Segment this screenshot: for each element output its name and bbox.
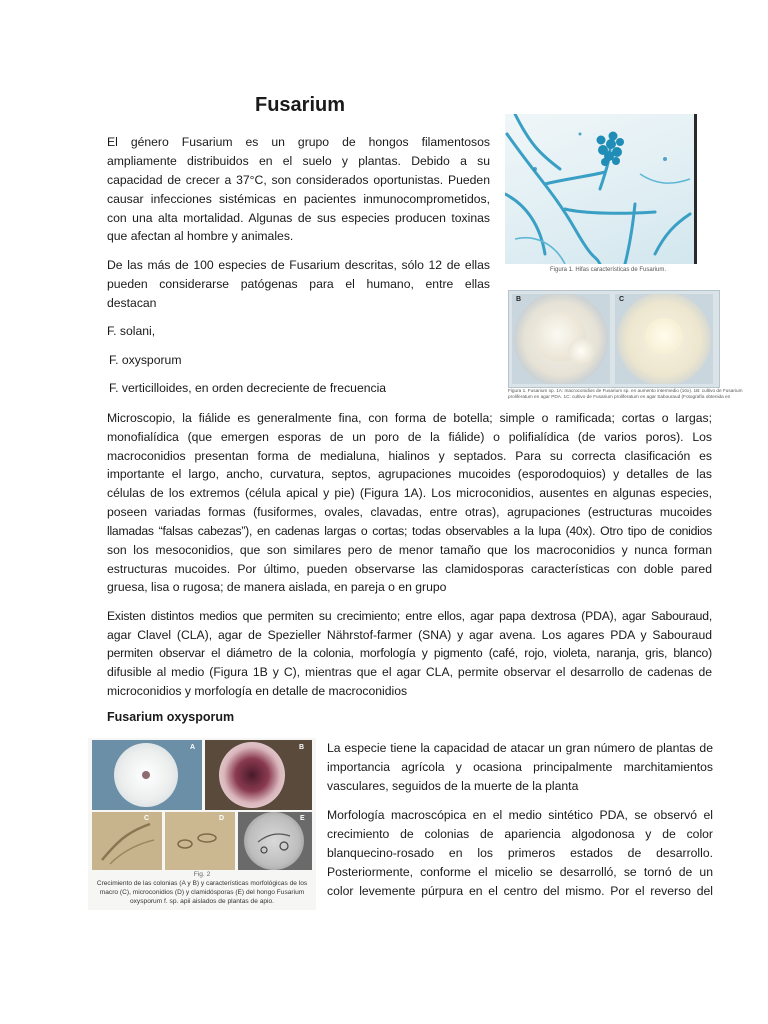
macroconidia-illustration — [92, 812, 162, 870]
plate-c-photo — [615, 294, 713, 384]
oxysporum-p1-line: importancia agrícola y ocasiona principalmente marchitamientos — [327, 760, 713, 774]
figure-2-image-panel — [88, 738, 316, 910]
microscopy-line: Microscopio, la fiálide es generalmente fina, con forma de botella; simple o ramificada; cortas o largas; — [107, 411, 712, 425]
photo-b — [205, 740, 312, 810]
intro-p1-line: capacidad de crecer a 37°C, son considerados oportunistas. Pueden — [107, 173, 490, 187]
figure-1-caption: Figura 1. Hifas características de Fusarium. — [550, 267, 667, 273]
fig2-label-d: D — [219, 815, 225, 822]
media-line: microconidios y morfología en detalle de macroconidios — [107, 684, 408, 698]
figure-2-caption-line: oxysporum f. sp. apii aislados de plantas de apio. — [129, 898, 275, 905]
oxysporum-p1-line: vasculares, seguidos de la muerte de la planta — [327, 779, 579, 793]
media-line: permiten observar el diámetro de la colonia, morfología y pigmento (café, rojo, violeta, naranja, gris, blanco) — [107, 646, 712, 660]
plate-b-photo — [512, 294, 610, 384]
oxysporum-p2-line: Morfología macroscópica en el medio sintético PDA, se observó el — [327, 808, 713, 822]
species-item: F. oxysporum — [109, 353, 182, 367]
microscopy-line: estructuras mucoides. Por último, pueden observarse las clamidosporas características con doble pared — [107, 562, 712, 576]
fig2-label-c: C — [144, 815, 150, 822]
media-line: agar Clavel (CLA), agar de Spezieller Nährstof-farmer (SNA) y agar avena. Los agares PDA y Sabouraud — [107, 628, 712, 642]
species-item: F. solani, — [107, 324, 156, 338]
oxysporum-p2-line: crecimiento de colonias de apariencia algodonosa y de color — [327, 827, 713, 841]
microscopy-line: macroconidios presentan forma de medialuna, hialinos y septados. Para su correcta clasificación es — [107, 449, 712, 463]
hyphae-illustration — [505, 114, 694, 264]
section-heading-oxysporum: Fusarium oxysporum — [107, 710, 235, 724]
fig2-label-b: B — [299, 744, 305, 751]
intro-p1-line: que afectan al hombre y animales. — [107, 229, 294, 243]
fig2-label-a: A — [190, 744, 196, 751]
photo-d-microconidia — [165, 812, 235, 870]
page-title: Fusarium — [255, 94, 346, 116]
intro-p1-line: con una alta mortalidad. Algunas de sus especies producen toxinas — [107, 211, 490, 225]
intro-p1-line: ampliamente distribuidos en el suelo y plantas. Debido a su — [107, 154, 490, 168]
figure-1bc-caption-line: Figura 1. Fusarium sp. 1A: macroconidios de Fusarium sp. en aumento intermedio (10x). 1B: cultivo de Fusarium — [508, 388, 743, 393]
colony-a-center — [142, 771, 150, 779]
colony-c — [645, 318, 683, 354]
fig2-label-e: E — [300, 815, 305, 822]
photo-e-chlamydospores — [238, 812, 312, 870]
media-line: Existen distintos medios que permiten su crecimiento; entre ellos, agar papa dextrosa (PDA), agar Sabouraud, — [107, 609, 712, 623]
oxysporum-p2-line: Posteriormente, conforme el micelio se desarrolló, se tornó de un — [327, 865, 713, 879]
figure-2-caption-line: macro (C), microconidios (D) y clamidósporas (E) del hongo Fusarium — [99, 889, 305, 896]
photo-c-macroconidia — [92, 812, 162, 870]
microscopy-line: gruesa, lisa o rugosa; de manera aislada, en pareja o en grupo — [107, 580, 447, 594]
oxysporum-p2-line: blanquecino-rosado en los primeros estados de desarrollo. — [327, 846, 713, 860]
figure-2-caption-line: Crecimiento de las colonias (A y B) y características morfológicas de los — [96, 880, 308, 887]
microscopy-line: llamadas “falsas cabezas”), en cadenas largas o cortas; todas observables a la lupa (40x). Otro tipo de conidios — [107, 524, 712, 538]
figure-1bc-caption-line: proliferatum en agar PDA. 1C: cultivo de Fusarium proliferatum en agar Sabouraud (Fotografía obtenida en — [508, 394, 731, 399]
figure-1-hyphae-image — [505, 114, 697, 264]
oxysporum-p1-line: La especie tiene la capacidad de atacar un gran número de plantas de — [327, 741, 713, 755]
oxysporum-p2-line: color levemente púrpura en el centro del mismo. Por el reverso del — [327, 884, 713, 898]
microscopy-line: importante el largo, ancho, curvatura, septos, agrupaciones mucoides (esporodoquios) y detalles de las — [107, 467, 712, 481]
microscopy-line: poseen variadas formas (fusiformes, ovales, clavadas, entre otras), agrupaciones (estructuras mucoides — [107, 505, 712, 519]
label-b: B — [516, 296, 522, 303]
figure-1bc-culture-plates — [508, 290, 720, 388]
intro-p2-line: De las más de 100 especies de Fusarium descritas, sólo 12 de ellas — [107, 258, 490, 272]
colony-b-reverse — [219, 742, 285, 808]
photo-a — [92, 740, 202, 810]
microscopy-line: monofialídica (que emergen esporas de un poro de la fiálide) o polifialídica (de varios poros). Los — [107, 430, 712, 444]
figure-2-label: Fig. 2 — [193, 871, 211, 878]
species-item: F. verticilloides, en orden decreciente de frecuencia — [109, 381, 387, 395]
colony-b-secondary — [568, 338, 594, 364]
media-line: difusible al medio (Figura 1B y C), mientras que el agar CLA, permite observar el desarrollo de cadenas de — [107, 665, 712, 679]
intro-p1-line: causar infecciones sistémicas en pacientes inmunocomprometidos, — [107, 192, 490, 206]
microscopy-line: son los mesoconidios, que son similares pero de menor tamaño que los macroconidios y nunca forman — [107, 543, 712, 557]
intro-p2-line: destacan — [107, 296, 157, 310]
intro-p2-line: pueden considerarse patógenas para el humano, entre ellas — [107, 277, 490, 291]
microconidia-illustration — [165, 812, 235, 870]
label-c: C — [619, 296, 625, 303]
microscopy-line: células de los extremos (célula apical y pie) (Figura 1A). Los microconidios, ausentes en algunas especies, — [107, 486, 712, 500]
intro-p1-line: El género Fusarium es un grupo de hongos filamentosos — [107, 135, 490, 149]
